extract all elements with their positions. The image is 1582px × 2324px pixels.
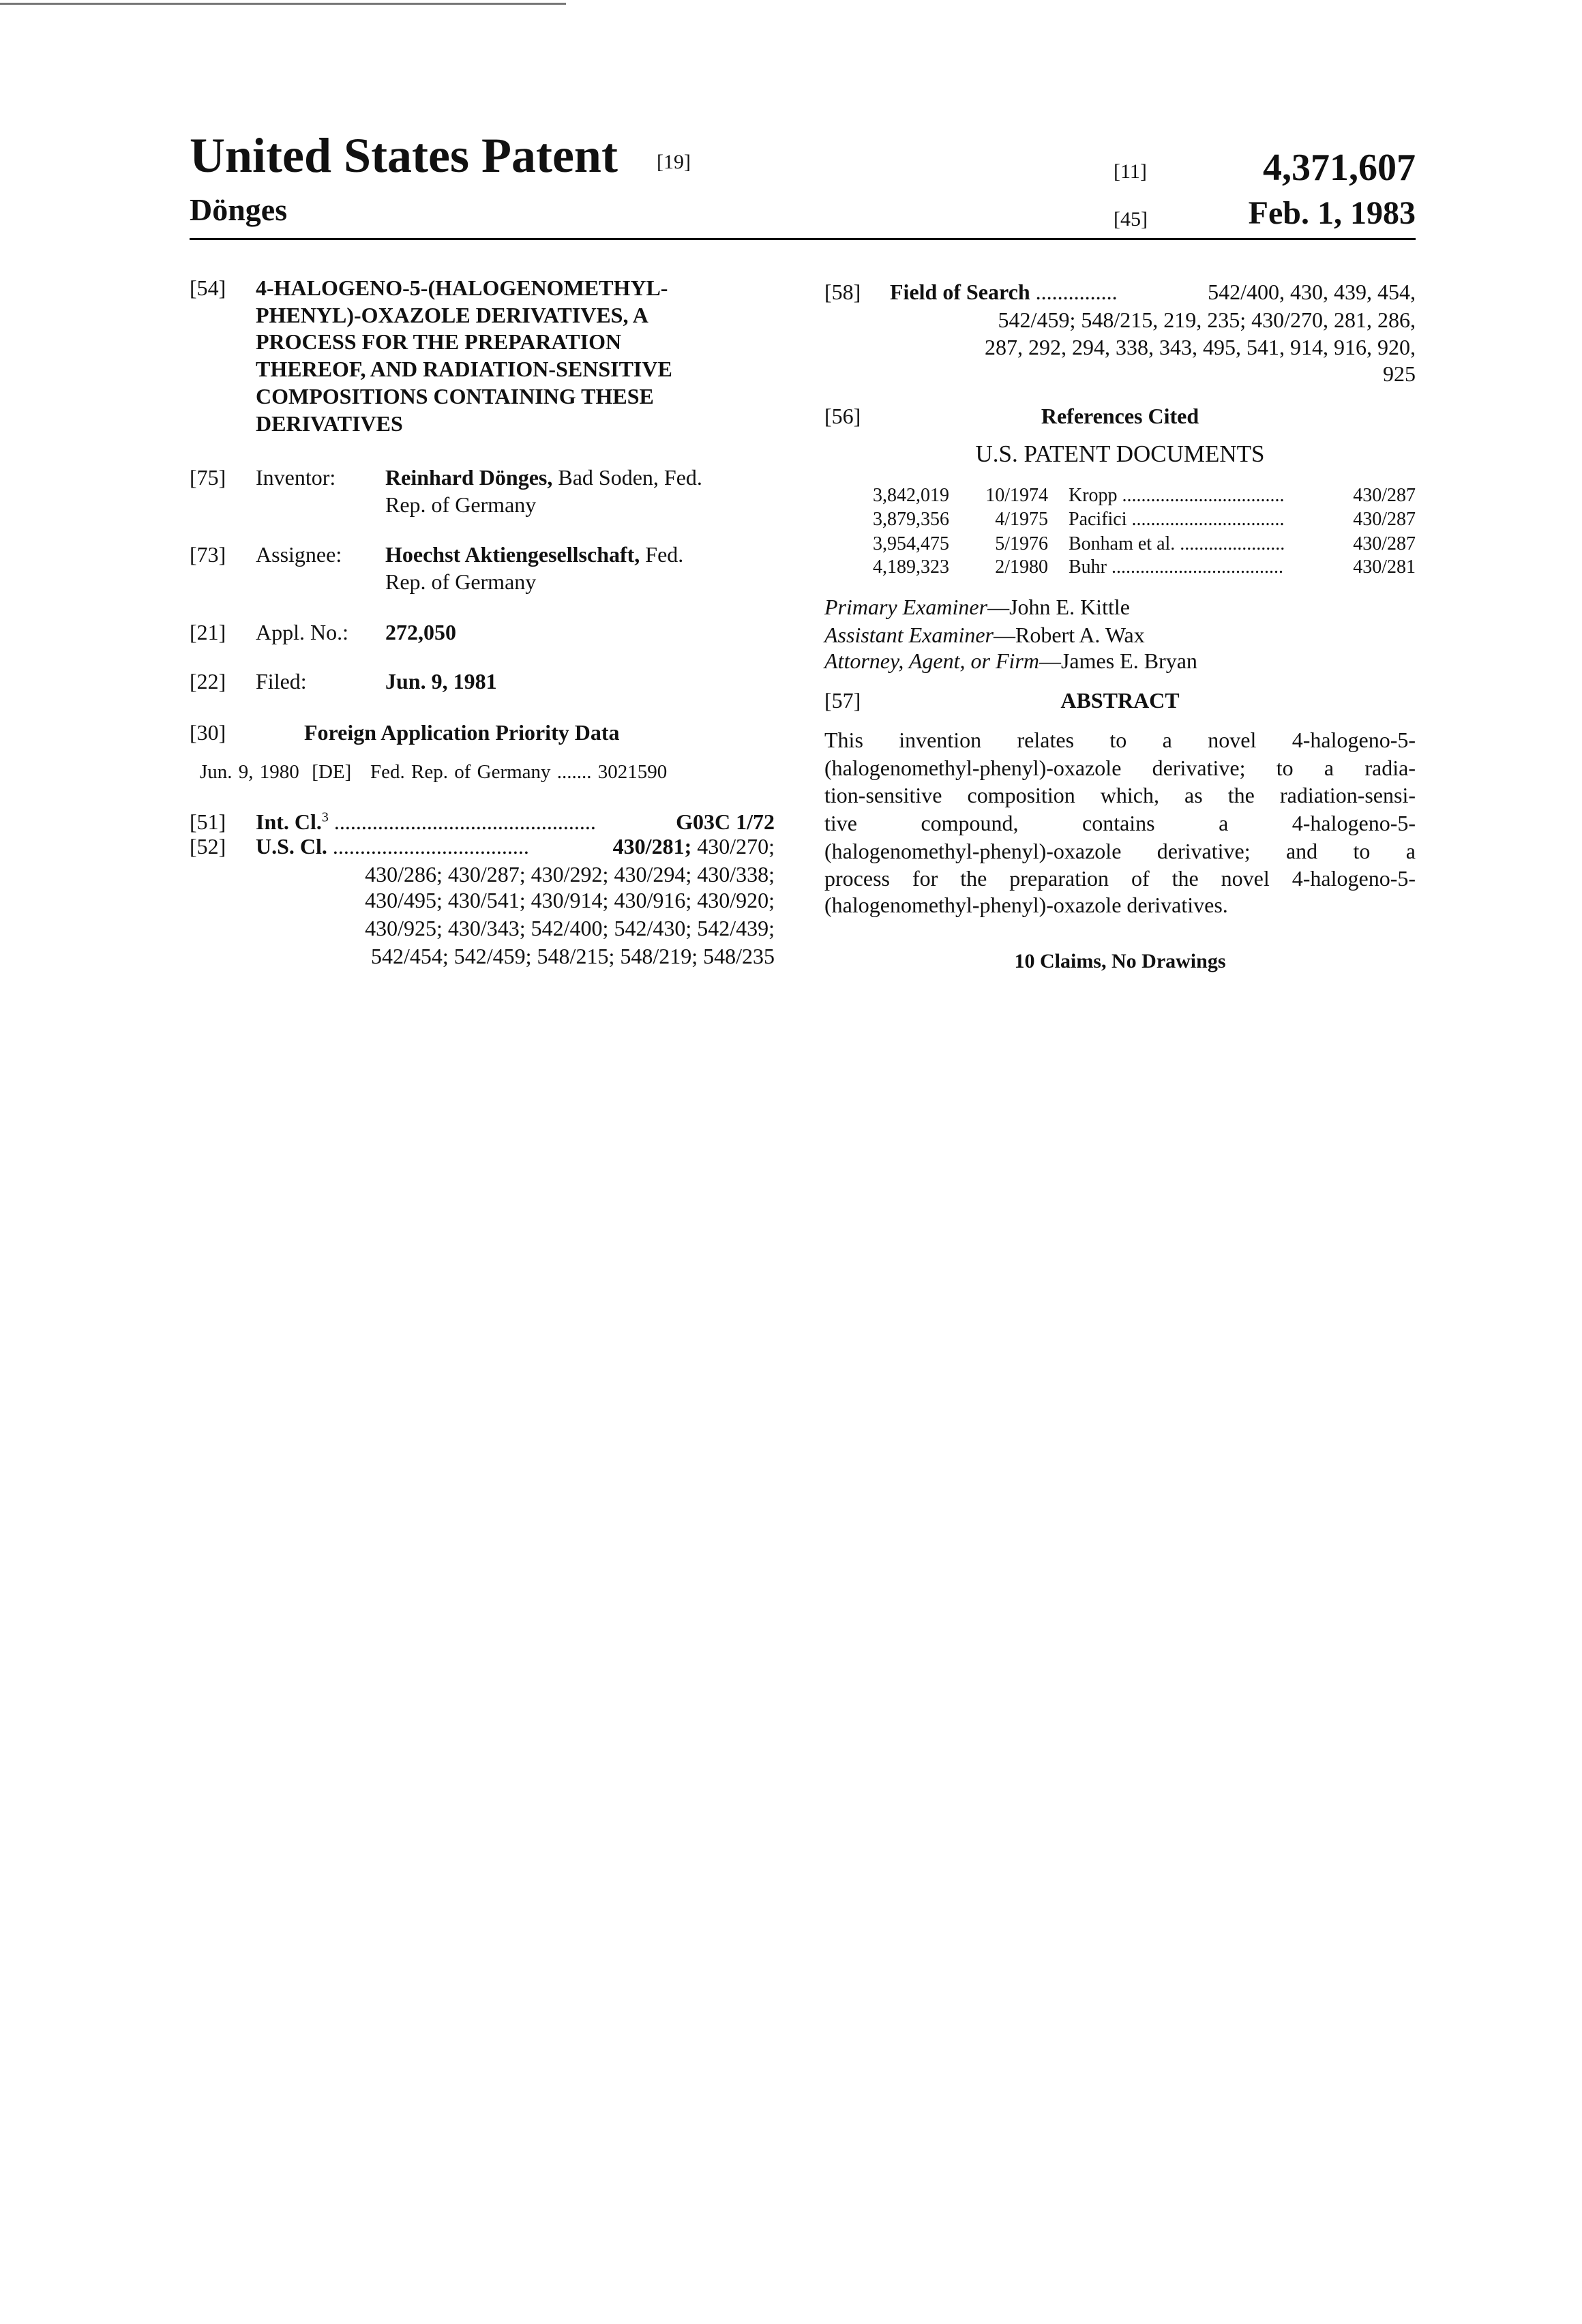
priority-country-code: [DE]	[312, 761, 351, 783]
title-line: COMPOSITIONS CONTAINING THESE	[256, 383, 654, 410]
examiner-role: Assistant Examiner	[824, 623, 994, 647]
assignee-label: Assignee:	[256, 541, 342, 568]
abstract-line: process for the preparation of the novel 4-halogeno-5-	[824, 865, 1416, 892]
code-56: [56]	[824, 402, 861, 430]
priority-date: Jun. 9, 1980	[200, 761, 299, 783]
code-57: [57]	[824, 687, 861, 714]
ref-inventor: Buhr	[1069, 556, 1107, 578]
us-cl-value	[532, 833, 775, 860]
filed-value: Jun. 9, 1981	[385, 668, 497, 695]
primary-examiner	[824, 593, 1130, 621]
leader-dots: ..................................	[1122, 485, 1285, 506]
examiner-name: —Robert A. Wax	[994, 623, 1145, 647]
us-cl-line: 542/454; 542/459; 548/215; 548/219; 548/235	[273, 942, 775, 970]
ref-name	[1069, 554, 1283, 581]
title-code: [19]	[657, 149, 691, 176]
field-of-search	[890, 278, 1118, 306]
code-75: [75]	[190, 464, 226, 491]
leader-dots: ....................................	[1111, 556, 1283, 578]
attorney	[824, 647, 1197, 674]
leader-dots: ................................	[1132, 509, 1285, 530]
code-73: [73]	[190, 541, 226, 568]
us-cl-primary: 430/281;	[613, 834, 692, 859]
ref-class: 430/287	[1323, 506, 1416, 533]
appl-no-value: 272,050	[385, 619, 456, 646]
us-patent-documents-heading: U.S. PATENT DOCUMENTS	[824, 441, 1416, 468]
us-cl-line: 430/925; 430/343; 542/400; 542/430; 542/439;	[273, 914, 775, 942]
ref-name	[1069, 482, 1285, 509]
title-line: 4-HALOGENO-5-(HALOGENOMETHYL-	[256, 274, 668, 301]
field-of-search-line: 542/459; 548/215, 219, 235; 430/270, 281, 286,	[886, 306, 1416, 333]
inventor-name: Reinhard Dönges,	[385, 465, 552, 490]
abstract-line: (halogenomethyl-phenyl)-oxazole derivatives.	[824, 891, 1228, 919]
priority-entry	[200, 758, 667, 786]
leader-dots: ....................................	[333, 834, 529, 859]
leader-dots: ......................	[1180, 533, 1285, 554]
assignee-location: Fed.	[645, 542, 683, 567]
patent-number: 4,371,607	[1159, 146, 1416, 190]
references-heading: References Cited	[824, 402, 1416, 430]
ref-name	[1069, 506, 1285, 533]
inventor-location-line2: Rep. of Germany	[385, 491, 536, 518]
patent-date: Feb. 1, 1983	[1159, 195, 1416, 232]
inventor-location: Bad Soden, Fed.	[558, 465, 702, 490]
field-of-search-first: 542/400, 430, 439, 454,	[1159, 278, 1416, 306]
inventor-value	[385, 464, 702, 491]
header-rule	[190, 238, 1416, 240]
scan-artifact-line	[0, 3, 566, 5]
ref-date: 10/1974	[955, 482, 1048, 509]
code-51: [51]	[190, 808, 226, 835]
priority-heading: Foreign Application Priority Data	[304, 719, 619, 746]
code-21: [21]	[190, 619, 226, 646]
code-58: [58]	[824, 278, 861, 306]
ref-class: 430/281	[1323, 554, 1416, 581]
title-line: PHENYL)-OXAZOLE DERIVATIVES, A	[256, 301, 648, 329]
field-of-search-label: Field of Search	[890, 280, 1030, 304]
ref-number: 3,954,475	[873, 531, 949, 558]
title-line: THEREOF, AND RADIATION-SENSITIVE	[256, 355, 672, 383]
appl-no-label: Appl. No.:	[256, 619, 348, 646]
ref-date: 2/1980	[955, 554, 1048, 581]
title-line: PROCESS FOR THE PREPARATION	[256, 328, 621, 355]
document-title: United States Patent	[190, 128, 618, 183]
field-of-search-line: 287, 292, 294, 338, 343, 495, 541, 914, 916, 920,	[886, 333, 1416, 361]
assignee-name: Hoechst Aktiengesellschaft,	[385, 542, 640, 567]
abstract-line: (halogenomethyl-phenyl)-oxazole derivative; and to a	[824, 837, 1416, 865]
assistant-examiner	[824, 621, 1145, 649]
field-of-search-line: 925	[886, 360, 1416, 387]
examiner-name: —John E. Kittle	[987, 595, 1130, 619]
abstract-line: tion-sensitive composition which, as the radiation-sensi-	[824, 781, 1416, 809]
leader-dots: ...............	[1036, 280, 1118, 304]
us-cl-line: 430/286; 430/287; 430/292; 430/294; 430/338;	[273, 861, 775, 888]
assignee-location-line2: Rep. of Germany	[385, 568, 536, 595]
int-cl-label: Int. Cl.	[256, 809, 322, 834]
ref-number: 3,842,019	[873, 482, 949, 509]
title-line: DERIVATIVES	[256, 410, 403, 437]
int-cl-edition: 3	[322, 809, 329, 824]
ref-class: 430/287	[1323, 482, 1416, 509]
ref-number: 4,189,323	[873, 554, 949, 581]
assignee-value	[385, 541, 683, 568]
ref-inventor: Bonham et al.	[1069, 533, 1175, 554]
leader-dots: ................................................	[334, 809, 596, 834]
ref-inventor: Pacifici	[1069, 509, 1127, 530]
examiner-role: Primary Examiner	[824, 595, 987, 619]
us-cl-secondary: 430/270;	[697, 834, 775, 859]
code-30: [30]	[190, 719, 226, 746]
abstract-line: tive compound, contains a 4-halogeno-5-	[824, 809, 1416, 837]
ref-inventor: Kropp	[1069, 485, 1118, 506]
ref-date: 4/1975	[955, 506, 1048, 533]
attorney-role: Attorney, Agent, or Firm	[824, 649, 1039, 673]
abstract-line: This invention relates to a novel 4-halogeno-5-	[824, 726, 1416, 754]
int-cl-value: G03C 1/72	[614, 808, 775, 835]
us-cl-label: U.S. Cl.	[256, 834, 327, 859]
attorney-name: —James E. Bryan	[1039, 649, 1197, 673]
priority-country: Fed. Rep. of Germany ....... 3021590	[370, 761, 667, 783]
abstract-line: (halogenomethyl-phenyl)-oxazole derivative; to a radia-	[824, 754, 1416, 781]
code-54: [54]	[190, 274, 226, 301]
us-cl	[256, 833, 529, 860]
code-52: [52]	[190, 833, 226, 860]
ref-class: 430/287	[1323, 531, 1416, 558]
us-cl-line: 430/495; 430/541; 430/914; 430/916; 430/920;	[273, 887, 775, 914]
inventor-label: Inventor:	[256, 464, 335, 491]
ref-date: 5/1976	[955, 531, 1048, 558]
date-code: [45]	[1114, 206, 1148, 233]
claims-summary: 10 Claims, No Drawings	[824, 948, 1416, 975]
ref-number: 3,879,356	[873, 506, 949, 533]
abstract-heading: ABSTRACT	[824, 687, 1416, 714]
filed-label: Filed:	[256, 668, 307, 695]
patent-number-code: [11]	[1114, 158, 1147, 185]
inventor-short: Dönges	[190, 192, 287, 228]
code-22: [22]	[190, 668, 226, 695]
